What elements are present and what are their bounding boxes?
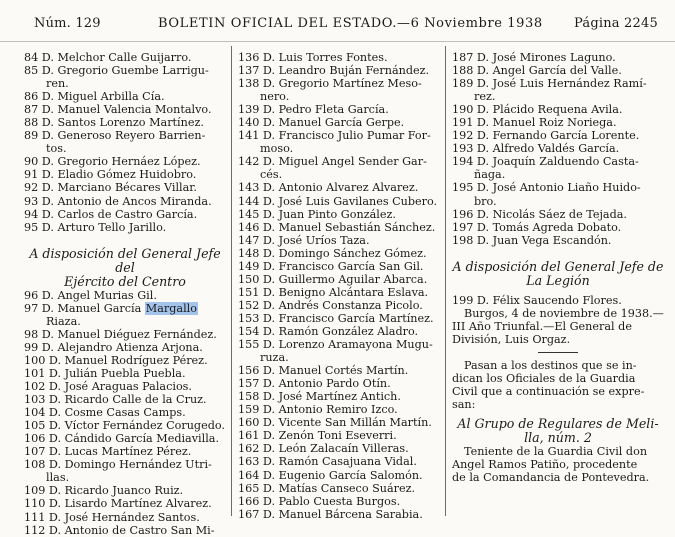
entry-line: 84 D. Melchor Calle Guijarro.: [24, 51, 192, 64]
list-item: [24, 354, 226, 367]
column-divider: [445, 46, 446, 516]
entry-line: 140 D. Manuel García Gerpe.: [238, 116, 405, 130]
section-title-line: Al Grupo de Regulares de Meli-: [457, 416, 659, 432]
list-item: [24, 380, 226, 393]
entry-line: 95 D. Arturo Tello Jarillo.: [24, 220, 167, 234]
paragraph: [452, 445, 664, 484]
paragraph-line: de la Comandancia de Pontevedra.: [452, 471, 650, 485]
entry-line: 156 D. Manuel Cortés Martín.: [238, 364, 409, 378]
section-title-line: La Legión: [526, 272, 590, 288]
entry-line: 154 D. Ramón González Aladro.: [238, 324, 419, 338]
entry-line: 94 D. Carlos de Castro García.: [24, 207, 198, 221]
entry-line: 143 D. Antonio Alvarez Alvarez.: [238, 181, 419, 195]
list-item: [238, 403, 440, 416]
entry-line: 187 D. José Mirones Laguno.: [452, 51, 616, 64]
entry-line: 110 D. Lisardo Martínez Alvarez.: [24, 497, 212, 511]
list-item: [238, 286, 440, 299]
entry-line: 199 D. Félix Saucendo Flores.: [452, 293, 622, 307]
entry-line: 101 D. Julián Puebla Puebla.: [24, 366, 186, 380]
list-item: [452, 51, 664, 64]
entry-line: 145 D. Juan Pinto González.: [238, 207, 396, 221]
list-item: [452, 77, 664, 103]
list-item: [238, 508, 440, 521]
entry-line: 103 D. Ricardo Calle de la Cruz.: [24, 393, 207, 407]
list-item: [238, 221, 440, 234]
paragraph-line: Angel Ramos Patiño, procedente: [452, 458, 638, 472]
entry-line: 192 D. Fernando García Lorente.: [452, 129, 640, 143]
entry-line: 144 D. José Luis Gavilanes Cubero.: [238, 194, 438, 208]
entry-continuation: bro.: [474, 194, 497, 208]
entry-line: 157 D. Antonio Pardo Otín.: [238, 377, 391, 391]
list-item: [24, 64, 226, 90]
list-item: [452, 64, 664, 77]
entry-line: 93 D. Antonio de Ancos Miranda.: [24, 194, 212, 208]
column-divider: [231, 46, 232, 516]
entry-line: 153 D. Francisco García Martínez.: [238, 311, 434, 325]
list-item: [238, 64, 440, 77]
entry-line: 196 D. Nicolás Sáez de Tejada.: [452, 207, 627, 221]
list-item: [238, 181, 440, 194]
entry-line: 188 D. Angel García del Valle.: [452, 64, 622, 78]
entry-line: 197 D. Tomás Agreda Dobato.: [452, 220, 622, 234]
entry-line: 109 D. Ricardo Juanco Ruiz.: [24, 484, 184, 498]
entry-line: 167 D. Manuel Bárcena Sarabia.: [238, 507, 423, 521]
entry-line: 165 D. Matías Canseco Suárez.: [238, 481, 416, 495]
list-item: [24, 341, 226, 354]
section-title-line: A disposición del General Jefe de: [452, 258, 664, 274]
entry-line: 112 D. Antonio de Castro San Mi-: [24, 523, 215, 537]
list-item: [24, 419, 226, 432]
list-item: [452, 234, 664, 247]
entry-line: 155 D. Lorenzo Aramayona Mugu-: [238, 338, 433, 352]
column-middle: [238, 51, 440, 521]
entry-line: 104 D. Cosme Casas Camps.: [24, 406, 186, 420]
entry-line: 191 D. Manuel Roiz Noriega.: [452, 116, 617, 130]
entry-line: 111 D. José Hernández Santos.: [24, 510, 200, 524]
entry-line: 106 D. Cándido García Mediavilla.: [24, 432, 220, 446]
entry-line: 86 D. Miguel Arbilla Cía.: [24, 90, 165, 104]
list-item: [24, 445, 226, 458]
entry-continuation: ruza.: [260, 351, 289, 365]
entry-line: 151 D. Benigno Alcántara Eslava.: [238, 285, 429, 299]
entry-line: 139 D. Pedro Fleta García.: [238, 103, 389, 117]
entry-continuation: ren.: [46, 77, 69, 91]
entry-line: 89 D. Generoso Reyero Barrien-: [24, 129, 206, 143]
paragraph: [452, 359, 664, 411]
entry-line: [24, 302, 226, 315]
entry-line: 159 D. Antonio Remiro Izco.: [238, 403, 398, 417]
list-item: [452, 103, 664, 116]
entry-line: 85 D. Gregorio Guembe Larrigu-: [24, 64, 209, 78]
column-right: [452, 51, 664, 484]
list-item: [452, 181, 664, 207]
entry-line: 137 D. Leandro Buján Fernández.: [238, 64, 430, 78]
list-item: [238, 273, 440, 286]
list-item: [238, 377, 440, 390]
list-item: [24, 302, 226, 328]
list-item: [24, 90, 226, 103]
signature-line: División, Luis Orgaz.: [452, 332, 571, 346]
signature-line: III Año Triunfal.—El General de: [452, 319, 632, 333]
list-item: [24, 208, 226, 221]
list-item: [24, 458, 226, 484]
entry-line: 164 D. Eugenio García Salomón.: [238, 468, 423, 482]
list-item: [238, 103, 440, 116]
entry-line: 98 D. Manuel Diéguez Fernández.: [24, 327, 217, 341]
list-item: [452, 116, 664, 129]
list-item: [238, 247, 440, 260]
list-item: [238, 234, 440, 247]
list-item: [238, 390, 440, 403]
entry-line: 142 D. Miguel Angel Sender Gar-: [238, 155, 427, 169]
entry-continuation: rez.: [474, 90, 496, 104]
entry-line: 146 D. Manuel Sebastián Sánchez.: [238, 220, 436, 234]
list-item: [238, 77, 440, 103]
entry-line: 189 D. José Luis Hernández Ramí-: [452, 77, 647, 91]
list-item: [452, 221, 664, 234]
list-item: [24, 289, 226, 302]
list-item: [24, 524, 226, 537]
header-rule: [0, 41, 675, 42]
entry-line: 162 D. León Zalacaín Villeras.: [238, 442, 409, 456]
list-item: [452, 208, 664, 221]
entry-line: 138 D. Gregorio Martínez Meso-: [238, 77, 422, 91]
entry-line: 193 D. Alfredo Valdés García.: [452, 142, 620, 156]
entry-line: 100 D. Manuel Rodríguez Pérez.: [24, 353, 208, 367]
page-number: Página 2245: [574, 16, 658, 31]
entry-line: 88 D. Santos Lorenzo Martínez.: [24, 116, 204, 130]
publication-title: BOLETIN OFICIAL DEL ESTADO.—6 Noviembre 1938: [158, 16, 543, 31]
list-item: [452, 142, 664, 155]
list-item: [238, 129, 440, 155]
entry-line: 166 D. Pablo Cuesta Burgos.: [238, 494, 401, 508]
entry-line: 160 D. Vicente San Millán Martín.: [238, 416, 432, 430]
list-item: [238, 208, 440, 221]
entry-list: [24, 328, 226, 537]
list-item: [238, 455, 440, 468]
list-item: [24, 195, 226, 208]
entry-line: 141 D. Francisco Julio Pumar For-: [238, 129, 431, 143]
list-item: [24, 103, 226, 116]
entry-line: 194 D. Joaquín Zalduendo Casta-: [452, 155, 639, 169]
paragraph-line: san:: [452, 398, 476, 412]
list-item: [238, 312, 440, 325]
entry-list: [24, 51, 226, 234]
section-title: [452, 417, 664, 445]
list-item: [238, 416, 440, 429]
list-item: [24, 406, 226, 419]
entry-line: 87 D. Manuel Valencia Montalvo.: [24, 103, 212, 117]
entry-line: 149 D. Francisco García San Gil.: [238, 259, 424, 273]
entry-continuation: cés.: [260, 168, 283, 182]
entry-line: 190 D. Plácido Requena Avila.: [452, 103, 623, 117]
list-item: [238, 260, 440, 273]
paragraph-line: Civil que a continuación se expre-: [452, 385, 645, 399]
list-item: [238, 429, 440, 442]
entry-line: 96 D. Angel Murias Gil.: [24, 288, 157, 302]
entry-line: 163 D. Ramón Casajuana Vidal.: [238, 455, 417, 469]
list-item: [238, 495, 440, 508]
entry-line: 99 D. Alejandro Atienza Arjona.: [24, 340, 203, 354]
list-item: [238, 299, 440, 312]
list-item: [24, 221, 226, 234]
separator-dash: [538, 352, 578, 353]
section-title-line: Ejército del Centro: [64, 273, 186, 289]
list-item: [238, 116, 440, 129]
list-item: [24, 155, 226, 168]
list-item: [238, 325, 440, 338]
entry-line: 136 D. Luis Torres Fontes.: [238, 51, 388, 64]
entry-line: 158 D. José Martínez Antich.: [238, 390, 401, 404]
list-item: [24, 181, 226, 194]
entry-line: 198 D. Juan Vega Escandón.: [452, 233, 612, 247]
list-item: [238, 51, 440, 64]
entry-line: 107 D. Lucas Martínez Pérez.: [24, 445, 192, 459]
list-item: [24, 393, 226, 406]
list-item: [238, 364, 440, 377]
list-item: [24, 432, 226, 445]
column-left: [24, 51, 226, 537]
entry-line: 105 D. Víctor Fernández Corugedo.: [24, 419, 225, 433]
list-item: [238, 442, 440, 455]
entry-continuation: ñaga.: [474, 168, 506, 182]
entry-continuation: tos.: [46, 142, 67, 156]
list-item: [452, 129, 664, 142]
paragraph-line: Pasan a los destinos que se in-: [464, 358, 637, 372]
entry-line: 92 D. Marciano Bécares Villar.: [24, 181, 197, 195]
entry-list: [238, 51, 440, 521]
entry-line: 108 D. Domingo Hernández Utri-: [24, 458, 212, 472]
entry-continuation: nero.: [260, 90, 290, 104]
highlighted-selection[interactable]: Margallo: [145, 301, 197, 315]
entry-line: 147 D. José Uríos Taza.: [238, 233, 370, 247]
list-item: [24, 168, 226, 181]
entry-continuation: Riaza.: [46, 314, 81, 328]
paragraph-line: Teniente de la Guardia Civil don: [464, 445, 648, 459]
list-item: [452, 155, 664, 181]
section-title-line: A disposición del General Jefe del: [29, 245, 221, 275]
list-item: [24, 116, 226, 129]
entry-line: 148 D. Domingo Sánchez Gómez.: [238, 246, 427, 260]
list-item: [238, 469, 440, 482]
list-item: [238, 155, 440, 181]
entry-line: 161 D. Zenón Toni Eseverri.: [238, 429, 397, 443]
entry-continuation: moso.: [260, 142, 294, 156]
section-title: [452, 260, 664, 288]
paragraph-line: dican los Oficiales de la Guardia: [452, 371, 636, 385]
list-item: [24, 367, 226, 380]
list-item: [24, 51, 226, 64]
section-title-line: lla, núm. 2: [524, 430, 592, 446]
signature-block: [452, 307, 664, 346]
list-item: [24, 497, 226, 510]
entry-line: 102 D. José Araguas Palacios.: [24, 380, 192, 394]
signature-line: Burgos, 4 de noviembre de 1938.—: [464, 306, 664, 320]
entry-line: 195 D. José Antonio Liaño Huido-: [452, 181, 641, 195]
list-item: [238, 482, 440, 495]
entry-line: 150 D. Guillermo Aguilar Abarca.: [238, 272, 428, 286]
section-title: [24, 247, 226, 289]
list-item: [238, 338, 440, 364]
entry-line: 152 D. Andrés Constanza Picolo.: [238, 298, 423, 312]
entry-line: 91 D. Eladio Gómez Huidobro.: [24, 168, 197, 182]
entry-list: [452, 51, 664, 247]
list-item: [24, 511, 226, 524]
entry-text: 97 D. Manuel García: [24, 301, 145, 315]
list-item: [24, 484, 226, 497]
page-header: [0, 0, 675, 31]
list-item: [24, 328, 226, 341]
entry-continuation: llas.: [46, 471, 70, 485]
entry-line: 90 D. Gregorio Hernáez López.: [24, 155, 201, 169]
list-item: [238, 195, 440, 208]
list-item: [24, 129, 226, 155]
issue-number: Núm. 129: [34, 16, 101, 31]
